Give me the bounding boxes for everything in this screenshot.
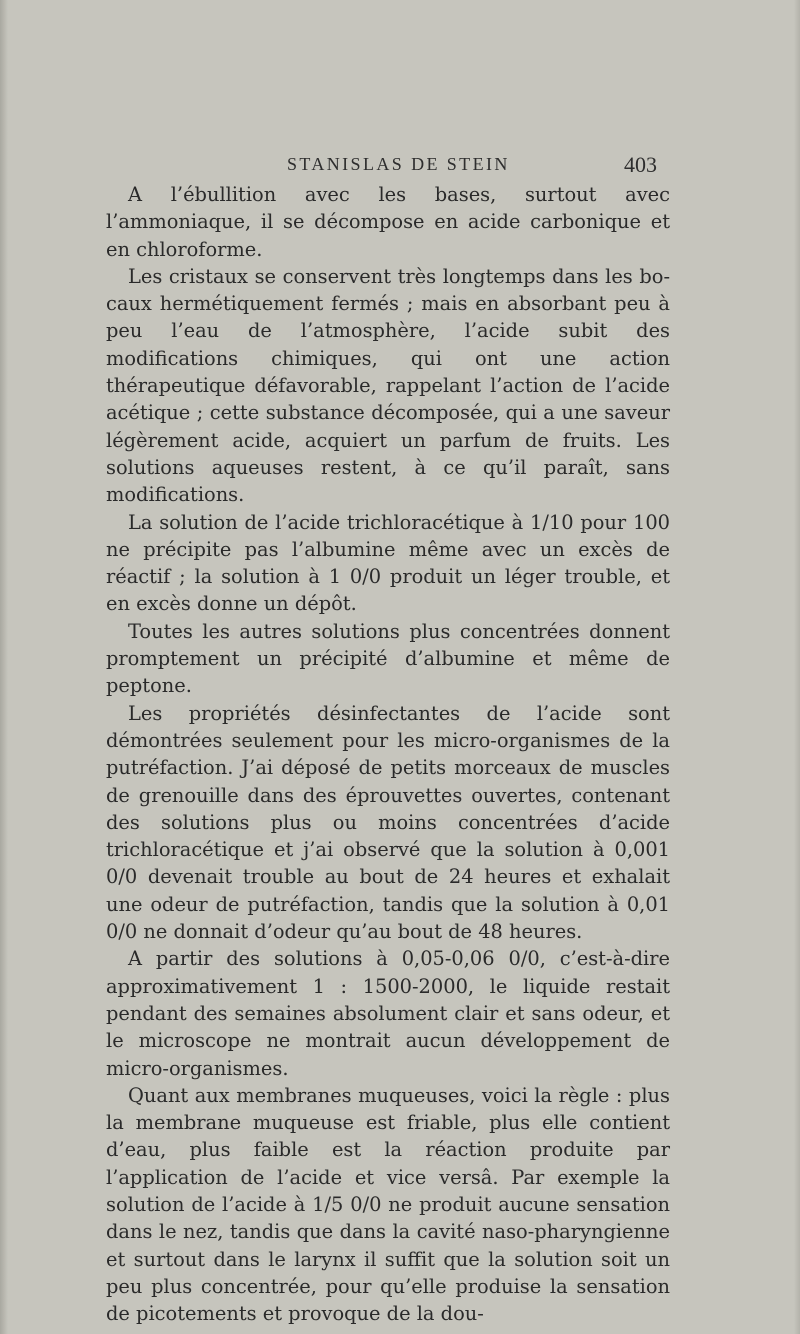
paragraph-solution-albumine: La solution de l’acide trichloracétique à 1/10 pour 100 ne précipite pas l’albumine même avec un excès de réactif ; la solution à 1 0/0 produit un léger trouble, et en excès donne un dépôt. [106, 510, 670, 616]
paragraph-proprietes-desinfectantes: Les propriétés désinfectantes de l’acide sont démontrées seulement pour les micro-organismes de la putréfaction. J’ai déposé de petits morceaux de muscles de grenouille dans des éprouvettes ouvertes, contenant des solutions plus ou moins concentrées d’acide trichloracétique et j’ai observé que la solution à 0,001 0/0 devenait trouble au bout de 24 heures et exhalait une odeur de putréfaction, tandis que la solution à 0,01 0/0 ne donnait d’odeur qu’au bout de 48 heures. [106, 701, 670, 944]
running-header [287, 152, 657, 182]
paragraph-a-partir-des-solutions: A partir des solutions à 0,05-0,06 0/0, c’est-à-dire approximativement 1 : 1500-2000, le liquide restait pendant des semaines absolument clair et sans odeur, et le microscope ne montrait aucun développement de micro-organismes. [106, 947, 670, 1080]
page-number: 403 [624, 152, 657, 177]
paragraph-membranes-muqueuses: Quant aux membranes muqueuses, voici la règle : plus la membrane muqueuse est friable, plus elle contient d’eau, plus faible est la réaction produite par l’application de l’acide et vice versâ. Par exemple la solution de l’acide à 1/5 0/0 ne produit aucune sensation dans le nez, tandis que dans la cavité naso-pharyngienne et surtout dans le larynx il suffit que la solution soit un peu plus concentrée, pour qu’elle produise la sensation de picotements et provoque de la dou- [106, 1083, 670, 1326]
page-edge-shadow-right [794, 0, 800, 1334]
paragraph-cristaux: Les cristaux se conservent très longtemps dans les bocaux hermétiquement fermés ; mais en absorbant peu à peu l’eau de l’atmosphère, l’acide subit des modifications chimiques, qui ont une action thérapeutique défavorable, rappelant l’action de l’acide acétique ; cette substance décomposée, qui a une saveur légèrement acide, acquiert un parfum de fruits. Les solutions aqueuses restent, à ce qu’il paraît, sans modifications. [106, 264, 670, 507]
paragraph-ebullition: A l’ébullition avec les bases, surtout avec l’ammoniaque, il se décompose en acide carbonique et en chloroforme. [106, 183, 670, 261]
paragraph-solutions-concentrees: Toutes les autres solutions plus concentrées donnent promptement un précipité d’albumine et même de peptone. [106, 619, 670, 698]
body-text [106, 181, 670, 1327]
running-header-title: STANISLAS DE STEIN [287, 154, 510, 174]
page-edge-shadow-left [0, 0, 8, 1334]
